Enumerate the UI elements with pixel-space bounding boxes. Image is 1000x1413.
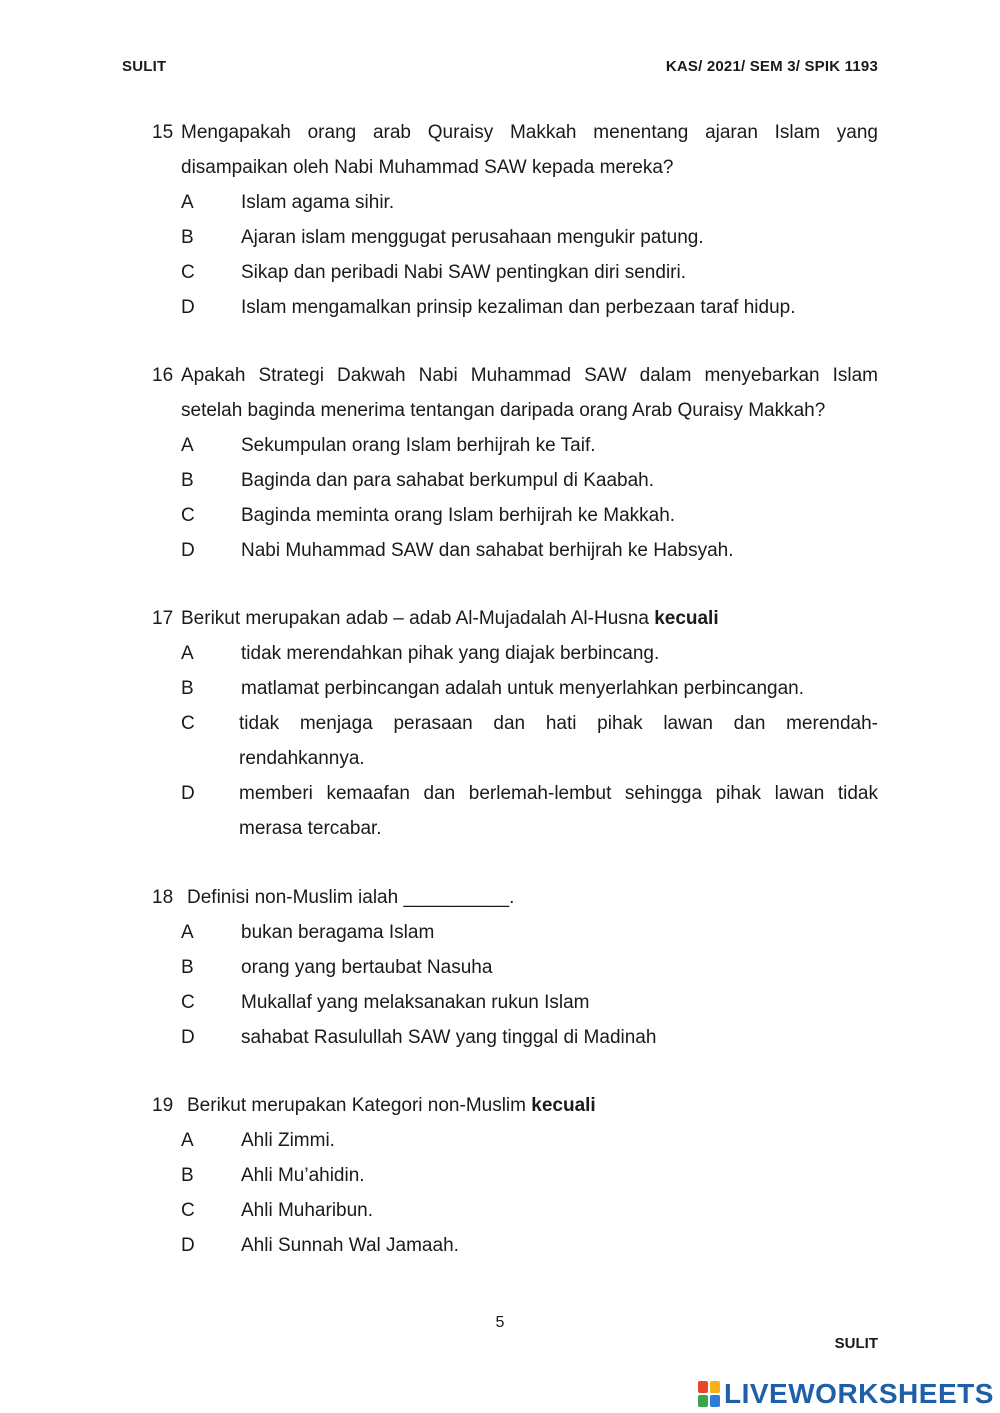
option-b[interactable]	[152, 950, 878, 985]
option-d[interactable]	[152, 1020, 878, 1055]
page-number: 5	[495, 1314, 505, 1331]
question-text: Mengapakah orang arab Quraisy Makkah menentang ajaran Islam yang disampaikan oleh Nabi Muhammad SAW kepada mereka?	[181, 122, 878, 178]
option-c[interactable]	[152, 706, 878, 776]
logo-text: LIVEWORKSHEETS	[724, 1378, 994, 1409]
question-number: 17	[152, 608, 174, 629]
option-letter: B	[181, 1165, 194, 1186]
question-number: 18	[152, 887, 174, 908]
question-number: 19	[152, 1095, 174, 1116]
option-letter: D	[181, 783, 195, 804]
question-17	[152, 601, 878, 846]
option-text: Sekumpulan orang Islam berhijrah ke Taif.	[241, 435, 596, 456]
option-a[interactable]	[152, 636, 878, 671]
option-text: Baginda meminta orang Islam berhijrah ke Makkah.	[241, 505, 676, 526]
option-d[interactable]	[152, 776, 878, 846]
option-letter: A	[181, 1130, 194, 1151]
option-letter: B	[181, 470, 194, 491]
option-c[interactable]	[152, 1193, 878, 1228]
option-text: Mukallaf yang melaksanakan rukun Islam	[241, 992, 590, 1013]
header-right: KAS/ 2021/ SEM 3/ SPIK 1193	[665, 58, 878, 75]
option-letter: C	[181, 262, 195, 283]
emphasis-kecuali: kecuali	[531, 1095, 596, 1116]
option-text: tidak menjaga perasaan dan hati pihak lawan dan merendah-rendahkannya.	[239, 713, 878, 769]
liveworksheets-logo[interactable]	[698, 1376, 994, 1412]
option-b[interactable]	[152, 1158, 878, 1193]
option-letter: D	[181, 1027, 195, 1048]
question-number: 15	[152, 122, 174, 143]
option-text: sahabat Rasulullah SAW yang tinggal di Madinah	[241, 1027, 657, 1048]
option-a[interactable]	[152, 1123, 878, 1158]
option-text: orang yang bertaubat Nasuha	[241, 957, 493, 978]
option-text: bukan beragama Islam	[241, 922, 435, 943]
option-letter: D	[181, 1235, 195, 1256]
question-text: Berikut merupakan Kategori non-Muslim kecuali	[187, 1095, 596, 1116]
option-letter: B	[181, 227, 194, 248]
option-text: Baginda dan para sahabat berkumpul di Kaabah.	[241, 470, 655, 491]
question-18	[152, 880, 878, 1055]
option-c[interactable]	[152, 985, 878, 1020]
option-letter: A	[181, 922, 194, 943]
option-letter: C	[181, 1200, 195, 1221]
option-d[interactable]	[152, 290, 878, 325]
option-letter: A	[181, 643, 194, 664]
option-d[interactable]	[152, 533, 878, 568]
option-letter: D	[181, 297, 195, 318]
option-letter: C	[181, 992, 195, 1013]
question-15	[152, 115, 878, 325]
option-text: Islam mengamalkan prinsip kezaliman dan perbezaan taraf hidup.	[241, 297, 796, 318]
option-text: Sikap dan peribadi Nabi SAW pentingkan diri sendiri.	[241, 262, 686, 283]
question-19	[152, 1088, 878, 1263]
option-text: Ajaran islam menggugat perusahaan mengukir patung.	[241, 227, 704, 248]
option-letter: D	[181, 540, 195, 561]
option-b[interactable]	[152, 671, 878, 706]
emphasis-kecuali: kecuali	[654, 608, 719, 629]
option-b[interactable]	[152, 463, 878, 498]
option-text: Ahli Muharibun.	[241, 1200, 374, 1221]
option-letter: C	[181, 505, 195, 526]
option-text: Nabi Muhammad SAW dan sahabat berhijrah ke Habsyah.	[241, 540, 734, 561]
option-letter: B	[181, 678, 194, 699]
option-letter: B	[181, 957, 194, 978]
question-text: Berikut merupakan adab – adab Al-Mujadalah Al-Husna kecuali	[181, 608, 719, 629]
option-a[interactable]	[152, 428, 878, 463]
question-text: Apakah Strategi Dakwah Nabi Muhammad SAW dalam menyebarkan Islam setelah baginda menerima tentangan daripada orang Arab Quraisy Makkah?	[181, 365, 878, 421]
question-number: 16	[152, 365, 174, 386]
option-a[interactable]	[152, 915, 878, 950]
footer-sulit: SULIT	[834, 1335, 878, 1352]
option-c[interactable]	[152, 498, 878, 533]
header-left: SULIT	[122, 58, 167, 75]
option-text: Islam agama sihir.	[241, 192, 395, 213]
option-d[interactable]	[152, 1228, 878, 1263]
option-text: Ahli Zimmi.	[241, 1130, 335, 1151]
option-letter: A	[181, 192, 194, 213]
option-letter: A	[181, 435, 194, 456]
option-text: Ahli Mu’ahidin.	[241, 1165, 365, 1186]
option-letter: C	[181, 713, 195, 734]
option-a[interactable]	[152, 185, 878, 220]
option-c[interactable]	[152, 255, 878, 290]
option-text: Ahli Sunnah Wal Jamaah.	[241, 1235, 459, 1256]
liveworksheets-logo-icon	[698, 1381, 720, 1407]
question-16	[152, 358, 878, 568]
option-text: tidak merendahkan pihak yang diajak berbincang.	[241, 643, 660, 664]
option-text: matlamat perbincangan adalah untuk menyerlahkan perbincangan.	[241, 678, 804, 699]
option-text: memberi kemaafan dan berlemah-lembut sehingga pihak lawan tidak merasa tercabar.	[239, 783, 878, 839]
option-b[interactable]	[152, 220, 878, 255]
question-text: Definisi non-Muslim ialah __________.	[187, 887, 515, 908]
